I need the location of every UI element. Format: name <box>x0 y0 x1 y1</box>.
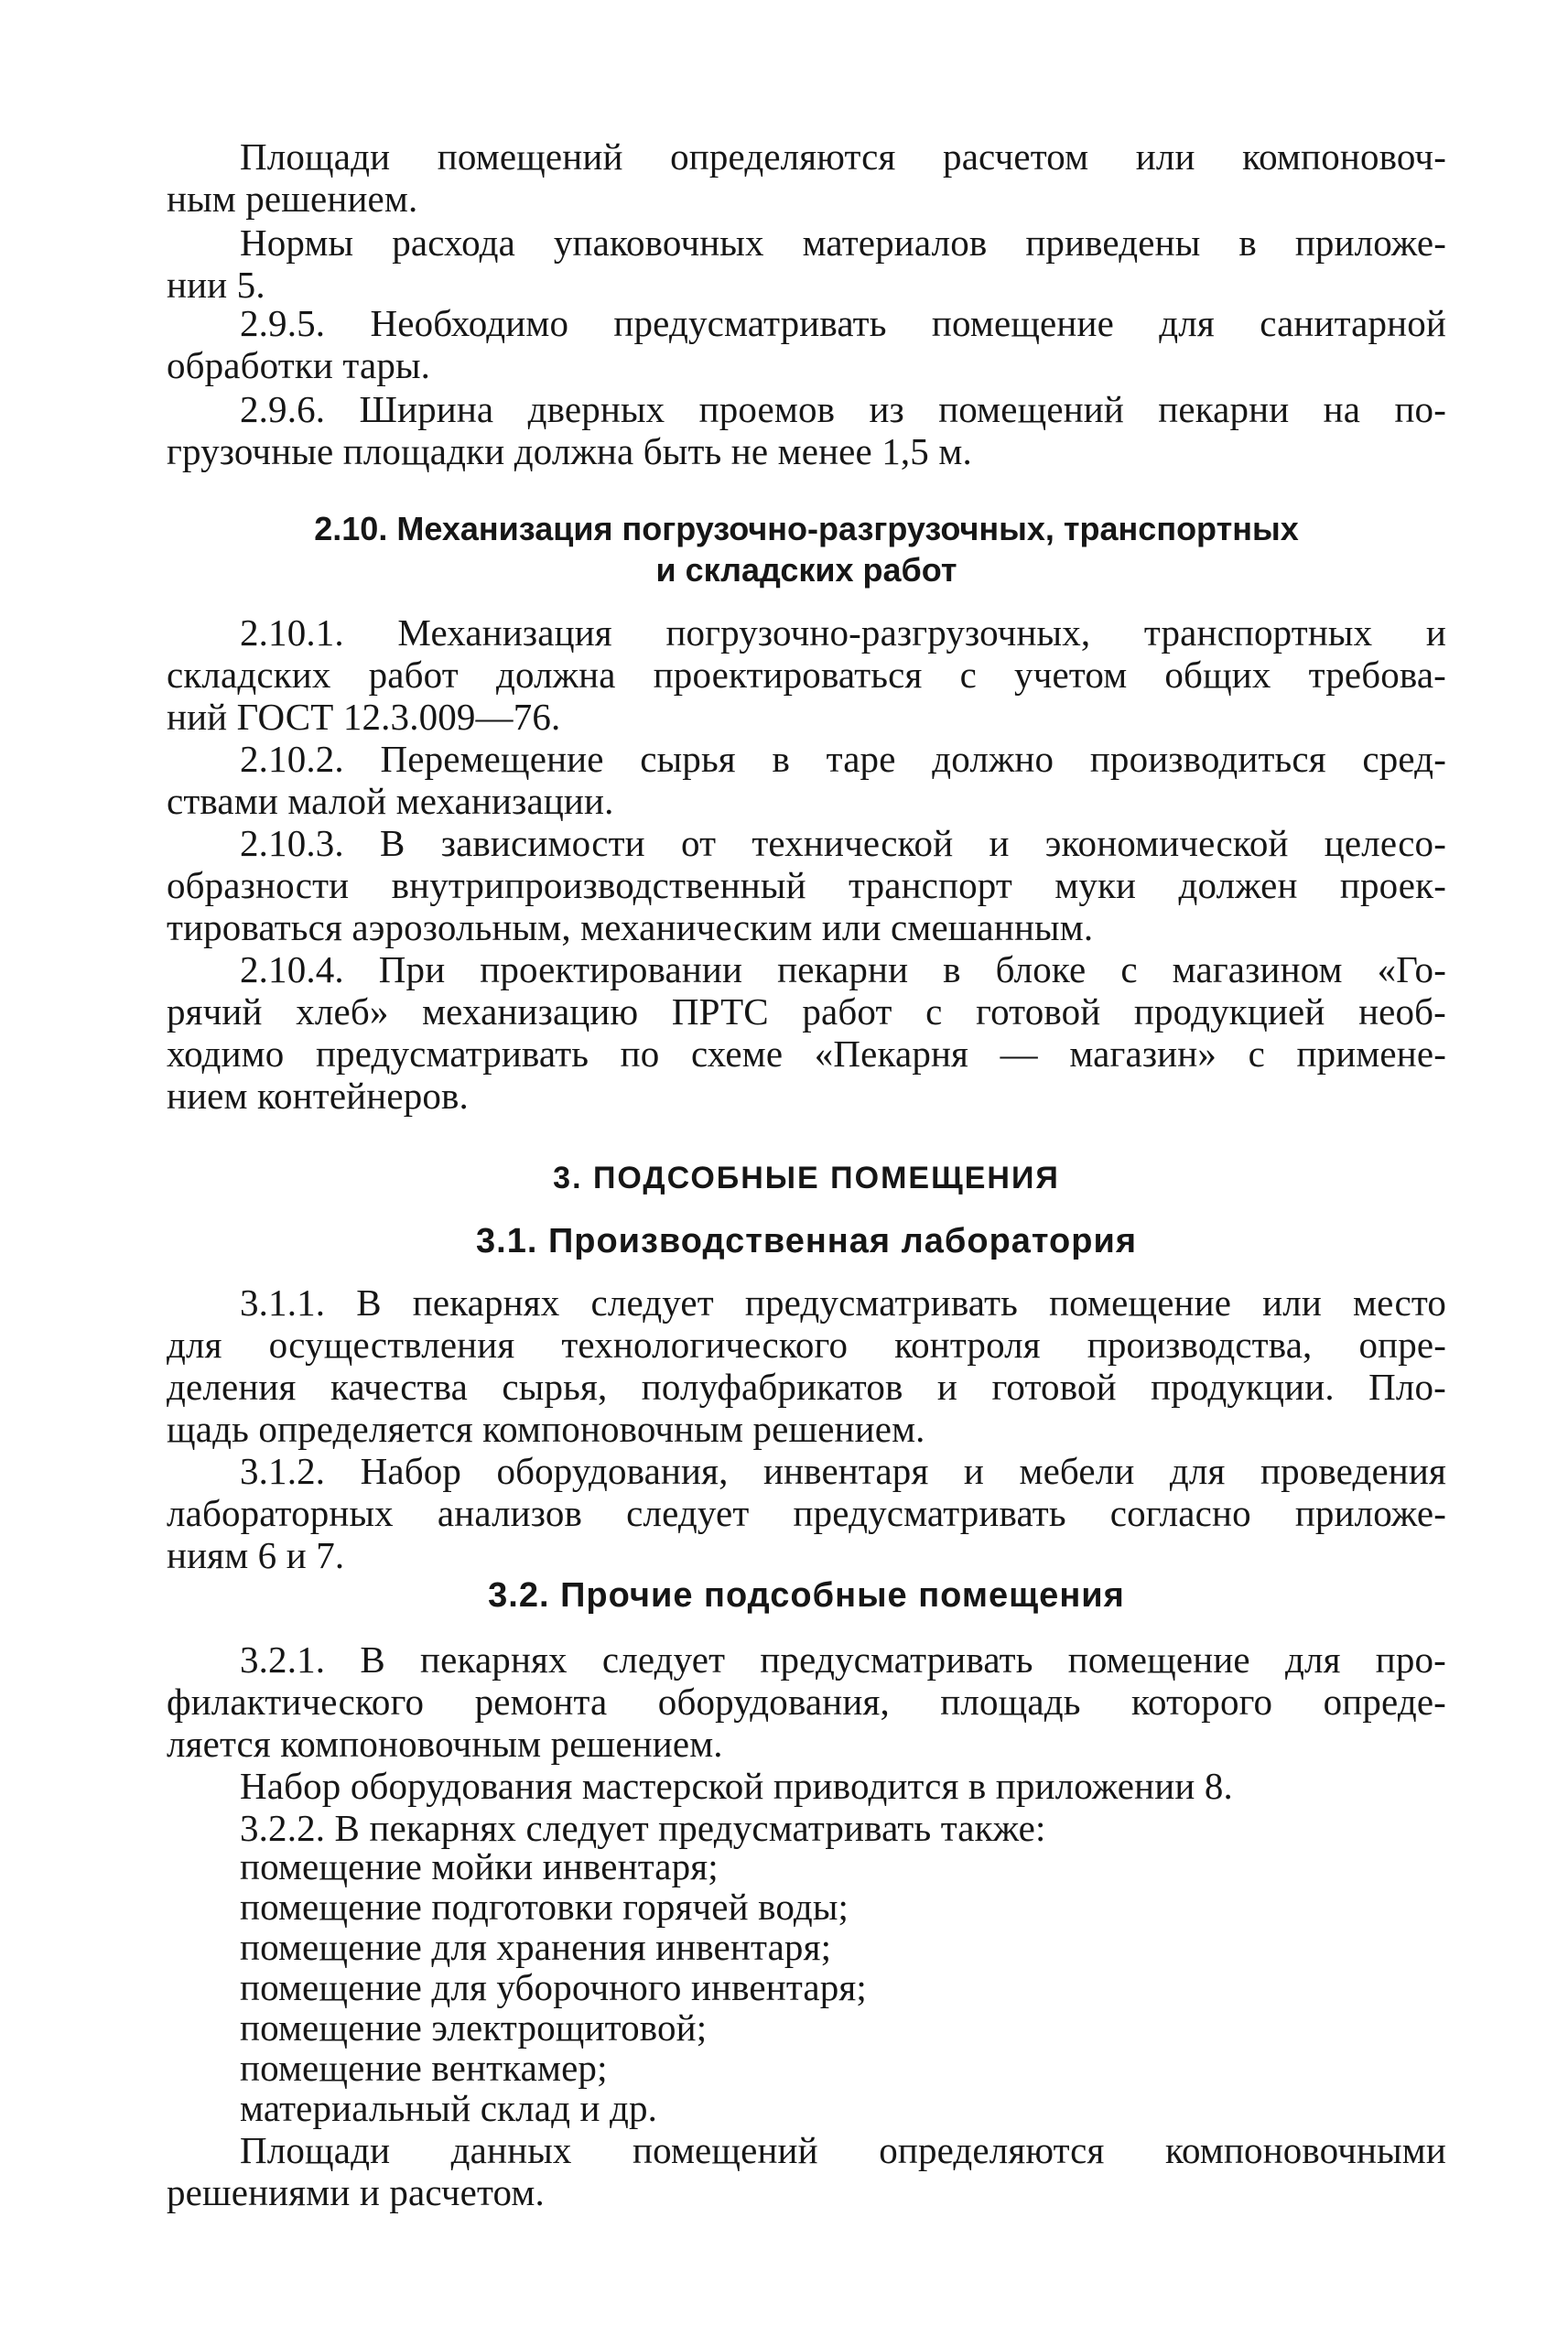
paragraph-line: 3.1.1. В пекарнях следует предусматривать помещение или место <box>240 1281 1446 1324</box>
list-item: помещение для хранения инвентаря; <box>240 1926 832 1968</box>
paragraph-line: ходимо предусматривать по схеме «Пекарня — магазин» с примене- <box>167 1033 1446 1075</box>
list-item: помещение для уборочного инвентаря; <box>240 1966 867 2008</box>
paragraph-line: для осуществления технологического контроля производства, опре- <box>167 1324 1446 1366</box>
list-item: помещение подготовки горячей воды; <box>240 1886 849 1928</box>
paragraph-line: Нормы расхода упаковочных материалов приведены в приложе- <box>240 222 1446 264</box>
paragraph-line: образности внутрипроизводственный транспорт муки должен проек- <box>167 864 1446 906</box>
paragraph-line: 3.1.2. Набор оборудования, инвентаря и мебели для проведения <box>240 1450 1446 1492</box>
paragraph-line: филактического ремонта оборудования, площадь которого опреде- <box>167 1681 1446 1723</box>
list-item: помещение мойки инвентаря; <box>240 1845 719 1887</box>
paragraph-line: ний ГОСТ 12.3.009—76. <box>167 696 561 738</box>
subsection-heading: 3.2. Прочие подсобные помещения <box>488 1576 1125 1615</box>
paragraph-line: Площади данных помещений определяются компоновочными <box>240 2129 1446 2171</box>
paragraph-line: лабораторных анализов следует предусматривать согласно приложе- <box>167 1492 1446 1534</box>
paragraph-line: 2.10.3. В зависимости от технической и экономической целесо- <box>240 822 1446 864</box>
paragraph-line: Набор оборудования мастерской приводится в приложении 8. <box>240 1765 1233 1807</box>
paragraph-line: 3.2.1. В пекарнях следует предусматривать помещение для про- <box>240 1638 1446 1681</box>
paragraph-line: рячий хлеб» механизацию ПРТС работ с готовой продукцией необ- <box>167 990 1446 1033</box>
paragraph-line: деления качества сырья, полуфабрикатов и готовой продукции. Пло- <box>167 1366 1446 1408</box>
paragraph-line: 2.10.2. Перемещение сырья в таре должно производиться сред- <box>240 738 1446 780</box>
paragraph-line: складских работ должна проектироваться с учетом общих требова- <box>167 654 1446 696</box>
list-item: помещение электрощитовой; <box>240 2006 708 2049</box>
subsection-heading: 3.1. Производственная лаборатория <box>476 1222 1137 1260</box>
list-item: материальный склад и др. <box>240 2087 658 2129</box>
paragraph-line: грузочные площадки должна быть не менее 1,5 м. <box>167 430 972 472</box>
chapter-heading: 3. ПОДСОБНЫЕ ПОМЕЩЕНИЯ <box>553 1161 1060 1195</box>
section-heading: и складских работ <box>655 551 957 589</box>
paragraph-line: тироваться аэрозольным, механическим или смешанным. <box>167 906 1094 948</box>
paragraph-line: решениями и расчетом. <box>167 2171 545 2213</box>
paragraph-line: 2.9.5. Необходимо предусматривать помещение для санитарной <box>240 302 1446 344</box>
list-item: помещение венткамер; <box>240 2047 608 2089</box>
paragraph-line: Площади помещений определяются расчетом или компоновоч- <box>240 135 1446 178</box>
paragraph-line: нием контейнеров. <box>167 1075 469 1117</box>
paragraph-line: ляется компоновочным решением. <box>167 1723 723 1765</box>
paragraph-line: 3.2.2. В пекарнях следует предусматривать также: <box>240 1807 1046 1849</box>
paragraph-line: нии 5. <box>167 264 265 306</box>
paragraph-line: ствами малой механизации. <box>167 780 614 822</box>
section-heading: 2.10. Механизация погрузочно-разгрузочных, транспортных <box>314 510 1299 547</box>
paragraph-line: 2.10.1. Механизация погрузочно-разгрузочных, транспортных и <box>240 611 1446 654</box>
paragraph-line: ниям 6 и 7. <box>167 1534 345 1576</box>
paragraph-line: 2.9.6. Ширина дверных проемов из помещений пекарни на по- <box>240 388 1446 430</box>
paragraph-line: 2.10.4. При проектировании пекарни в блоке с магазином «Го- <box>240 948 1446 990</box>
paragraph-line: ным решением. <box>167 178 418 220</box>
paragraph-line: обработки тары. <box>167 344 431 386</box>
paragraph-line: щадь определяется компоновочным решением. <box>167 1408 925 1450</box>
